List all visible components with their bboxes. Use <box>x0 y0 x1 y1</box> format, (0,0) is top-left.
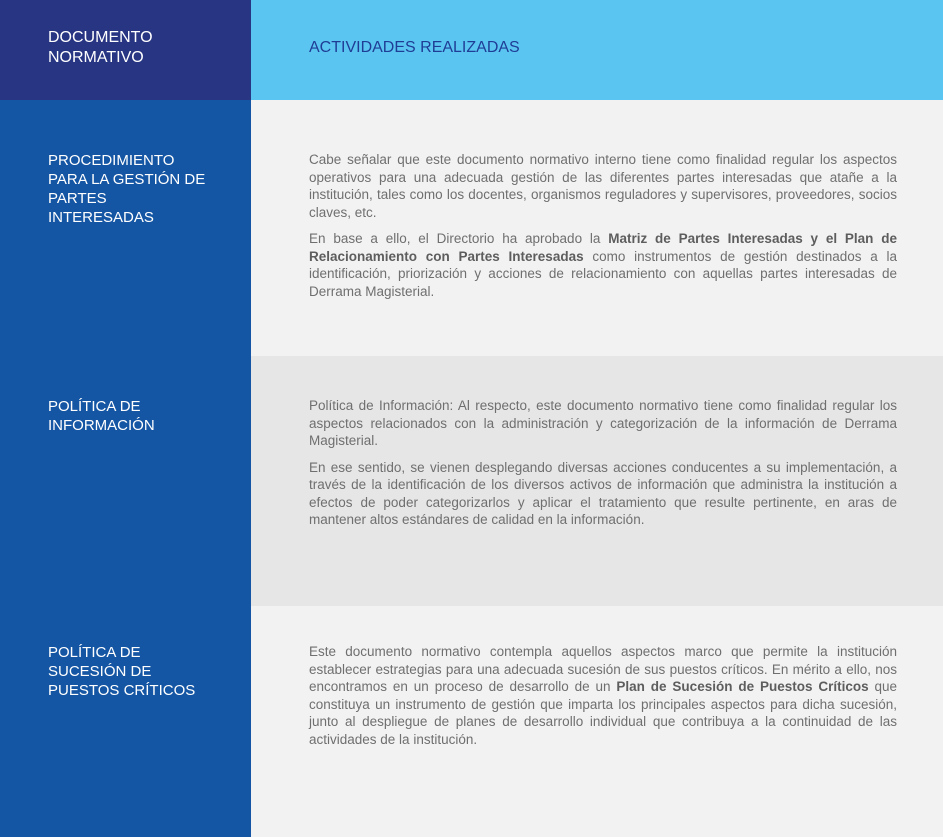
row-label-line: PARA LA GESTIÓN DE <box>48 171 206 188</box>
paragraph: En ese sentido, se vienen desplegando diversas acciones conducentes a su implementación, a través de la identificación de los diversos activos de información que administra la institución a efectos de poder categorizarlos y aplicar el tratamiento que resulte pertinente, en aras de mantener altos estándares de calidad en la información. <box>309 459 897 527</box>
row-label-line: POLÍTICA DE <box>48 398 141 415</box>
row-label-line: SUCESIÓN DE <box>48 663 152 680</box>
row-label-line: INFORMACIÓN <box>48 417 155 434</box>
paragraph-text: que constituya un instrumento de gestión que imparta los principales aspectos para dicha sucesión, junto al despliegue de planes de desarrollo individual que contribuya a la continuidad de las actividades de la institución. <box>309 679 898 747</box>
paragraph-text: Este documento normativo contempla aquellos aspectos marco que permite la institución establecer estrategias para una adecuada sucesión de sus puestos críticos. En mérito a ello, nos encontramos en un proceso de desarrollo de un <box>309 644 897 694</box>
table-row <box>0 100 943 356</box>
row-label-cell <box>0 356 251 606</box>
row-label-line: PUESTOS CRÍTICOS <box>48 682 196 699</box>
row-label-line: PARTES <box>48 190 107 207</box>
header-left-line: DOCUMENTO <box>48 29 153 46</box>
header-right-label: ACTIVIDADES REALIZADAS <box>309 39 520 56</box>
paragraph <box>309 643 897 748</box>
paragraph-bold-text: Plan de Sucesión de Puestos Críticos <box>616 679 869 694</box>
paragraph-bold-text: Matriz de Partes Interesadas y el Plan de Relacionamiento con Partes Interesadas <box>309 231 897 264</box>
row-label-line: PROCEDIMIENTO <box>48 152 175 169</box>
row-label-line: INTERESADAS <box>48 209 154 226</box>
row-description-cell <box>251 356 943 606</box>
row-label-cell <box>0 606 251 837</box>
row-label-line: POLÍTICA DE <box>48 644 141 661</box>
header-activities-column <box>251 0 943 100</box>
table-row <box>0 606 943 837</box>
table-row <box>0 356 943 606</box>
paragraph-text: como instrumentos de gestión destinados a la identificación, priorización y acciones de relacionamiento con aquellas partes interesadas de Derrama Magisterial. <box>309 248 897 299</box>
paragraph-text: En base a ello, el Directorio ha aprobado la <box>309 231 609 246</box>
table-header <box>0 0 943 100</box>
header-left-line: NORMATIVO <box>48 49 144 66</box>
paragraph: Política de Información: Al respecto, este documento normativo tiene como finalidad regular los aspectos relacionados con la administración y categorización de la información de Derrama Magisterial. <box>309 398 897 448</box>
header-document-column <box>0 0 251 100</box>
row-description-cell <box>251 100 943 356</box>
paragraph <box>309 230 897 300</box>
paragraph: Cabe señalar que este documento normativo interno tiene como finalidad regular los aspectos operativos para una adecuada gestión de las diferentes partes interesadas que atañe a la institución, tales como los docentes, organismos reguladores y supervisores, proveedores, socios claves, etc. <box>309 152 897 220</box>
row-description-cell <box>251 606 943 837</box>
row-label-cell <box>0 100 251 356</box>
